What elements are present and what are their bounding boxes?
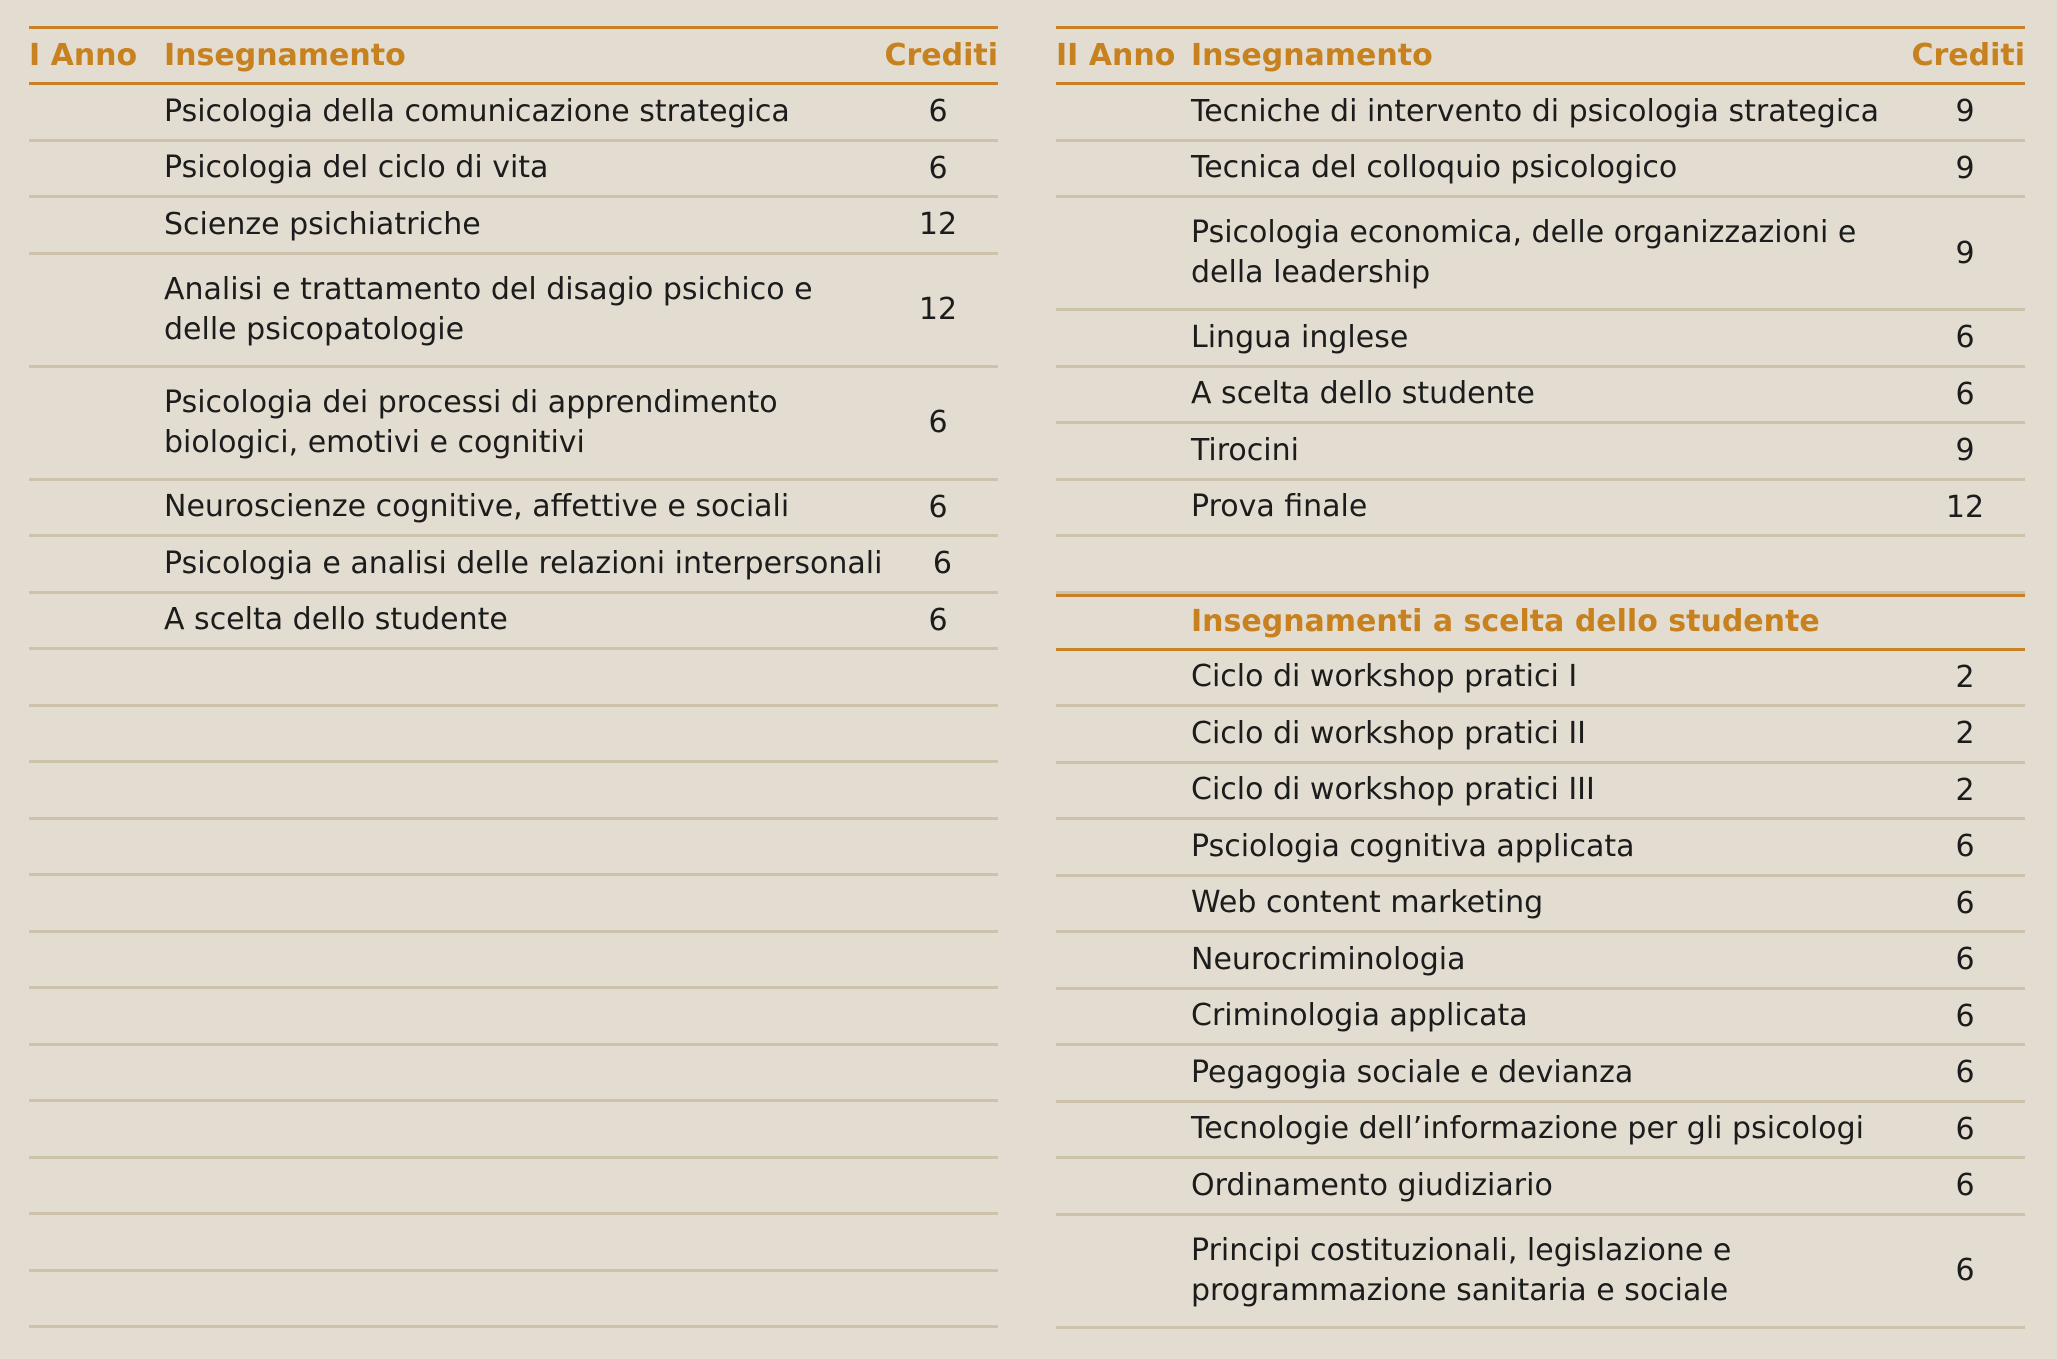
table-row: [1056, 933, 2025, 990]
table-row: [1056, 1159, 2025, 1216]
table-row: [29, 368, 998, 481]
table-row: [1056, 142, 2025, 199]
course-name: Psicologia della comunicazione strategica: [164, 93, 790, 129]
table-row: [29, 537, 998, 594]
course-credits: 9: [1955, 150, 1975, 186]
table-row: [1056, 764, 2025, 821]
course-name: Scienze psichiatriche: [164, 206, 481, 242]
course-credits: 2: [1955, 772, 1975, 808]
course-credits: 6: [928, 489, 948, 525]
course-name: Tecnica del colloquio psicologico: [1191, 150, 1678, 186]
table-row: [1056, 424, 2025, 481]
course-name: Ciclo di workshop pratici II: [1191, 715, 1587, 751]
course-name: Ciclo di workshop pratici III: [1191, 772, 1595, 808]
course-name: Psciologia cognitiva applicata: [1191, 828, 1635, 864]
empty-row: [29, 650, 998, 707]
course-credits: 6: [1955, 1168, 1975, 1204]
year1-anno-heading: I Anno: [29, 38, 138, 73]
table-row: [1056, 820, 2025, 877]
spacer-row: [1056, 537, 2025, 594]
table-row: [1056, 1046, 2025, 1103]
course-credits: 9: [1955, 235, 1975, 271]
course-name: Psicologia economica, delle organizzazioni e della leadership: [1191, 215, 1857, 290]
course-credits: 12: [1945, 489, 1985, 525]
empty-row: [29, 1102, 998, 1159]
year2-insegnamento-heading: Insegnamento: [1191, 37, 1433, 73]
table-row: [29, 142, 998, 199]
empty-row: [29, 763, 998, 820]
course-credits: 6: [1955, 376, 1975, 412]
course-name: Web content marketing: [1191, 885, 1544, 921]
course-name: Lingua inglese: [1191, 319, 1409, 355]
year1-header-row: [29, 26, 998, 85]
table-row: [29, 481, 998, 538]
table-row: [29, 255, 998, 368]
course-name: A scelta dello studente: [1191, 376, 1535, 412]
course-credits: 6: [1955, 998, 1975, 1034]
year1-table: [29, 26, 998, 1328]
course-name: Analisi e trattamento del disagio psichico e delle psicopatologie: [164, 271, 813, 347]
course-name: Tirocini: [1191, 432, 1299, 468]
table-row: [1056, 198, 2025, 311]
table-row: [1056, 1216, 2025, 1329]
course-credits: 12: [918, 292, 958, 327]
course-credits: 6: [928, 150, 948, 186]
course-credits: 6: [1955, 1253, 1975, 1288]
table-row: [1056, 877, 2025, 934]
electives-header-row: [1056, 594, 2025, 651]
course-credits: 6: [928, 94, 948, 130]
empty-row: [29, 707, 998, 764]
course-name: Tecniche di intervento di psicologia strategica: [1191, 93, 1880, 129]
table-row: [29, 85, 998, 142]
empty-row: [29, 820, 998, 877]
course-credits: 6: [1955, 1055, 1975, 1091]
table-row: [1056, 481, 2025, 538]
course-credits: 6: [1955, 829, 1975, 865]
course-name: Prova finale: [1191, 489, 1368, 525]
course-credits: 9: [1955, 94, 1975, 130]
course-name: Tecnologie dell’informazione per gli psicologi: [1191, 1111, 1864, 1147]
year2-anno-heading: II Anno: [1056, 38, 1176, 73]
table-row: [1056, 990, 2025, 1047]
course-credits: 6: [928, 405, 948, 440]
electives-title: Insegnamenti a scelta dello studente: [1191, 604, 1820, 639]
course-name: Principi costituzionali, legislazione e programmazione sanitaria e sociale: [1191, 1232, 1732, 1308]
course-credits: 6: [928, 602, 948, 638]
course-credits: 12: [918, 207, 958, 243]
empty-row: [29, 933, 998, 990]
year2-crediti-heading: Crediti: [1911, 38, 2025, 73]
course-credits: 6: [1955, 885, 1975, 921]
year2-header-row: [1056, 26, 2025, 85]
course-name: Neurocriminologia: [1191, 941, 1466, 977]
course-credits: 6: [1955, 942, 1975, 978]
course-name: Ciclo di workshop pratici I: [1191, 659, 1578, 695]
empty-row: [29, 1272, 998, 1329]
table-row: [1056, 1103, 2025, 1160]
course-credits: 2: [1955, 716, 1975, 752]
course-name: Neuroscienze cognitive, affettive e sociali: [164, 489, 790, 525]
course-name: Ordinamento giudiziario: [1191, 1167, 1553, 1203]
table-row: [1056, 311, 2025, 368]
course-credits: 6: [1955, 1111, 1975, 1147]
table-row: [29, 594, 998, 651]
table-row: [29, 198, 998, 255]
year2-table: [1056, 26, 2025, 1329]
course-credits: 6: [1955, 320, 1975, 356]
empty-row: [29, 1215, 998, 1272]
course-credits: 6: [932, 546, 952, 582]
course-name: Criminologia applicata: [1191, 998, 1528, 1034]
table-row: [1056, 368, 2025, 425]
empty-row: [29, 989, 998, 1046]
year1-insegnamento-heading: Insegnamento: [164, 37, 406, 73]
course-credits: 2: [1955, 659, 1975, 695]
table-row: [1056, 651, 2025, 708]
course-credits: 9: [1955, 433, 1975, 469]
empty-row: [29, 1046, 998, 1103]
course-name: A scelta dello studente: [164, 602, 508, 638]
empty-row: [29, 1159, 998, 1216]
table-row: [1056, 707, 2025, 764]
empty-row: [29, 876, 998, 933]
course-name: Psicologia e analisi delle relazioni interpersonali: [164, 545, 883, 581]
course-name: Psicologia del ciclo di vita: [164, 150, 549, 186]
year1-crediti-heading: Crediti: [884, 38, 998, 73]
table-row: [1056, 85, 2025, 142]
course-name: Psicologia dei processi di apprendimento biologici, emotivi e cognitivi: [164, 384, 778, 460]
course-name: Pegagogia sociale e devianza: [1191, 1054, 1634, 1090]
